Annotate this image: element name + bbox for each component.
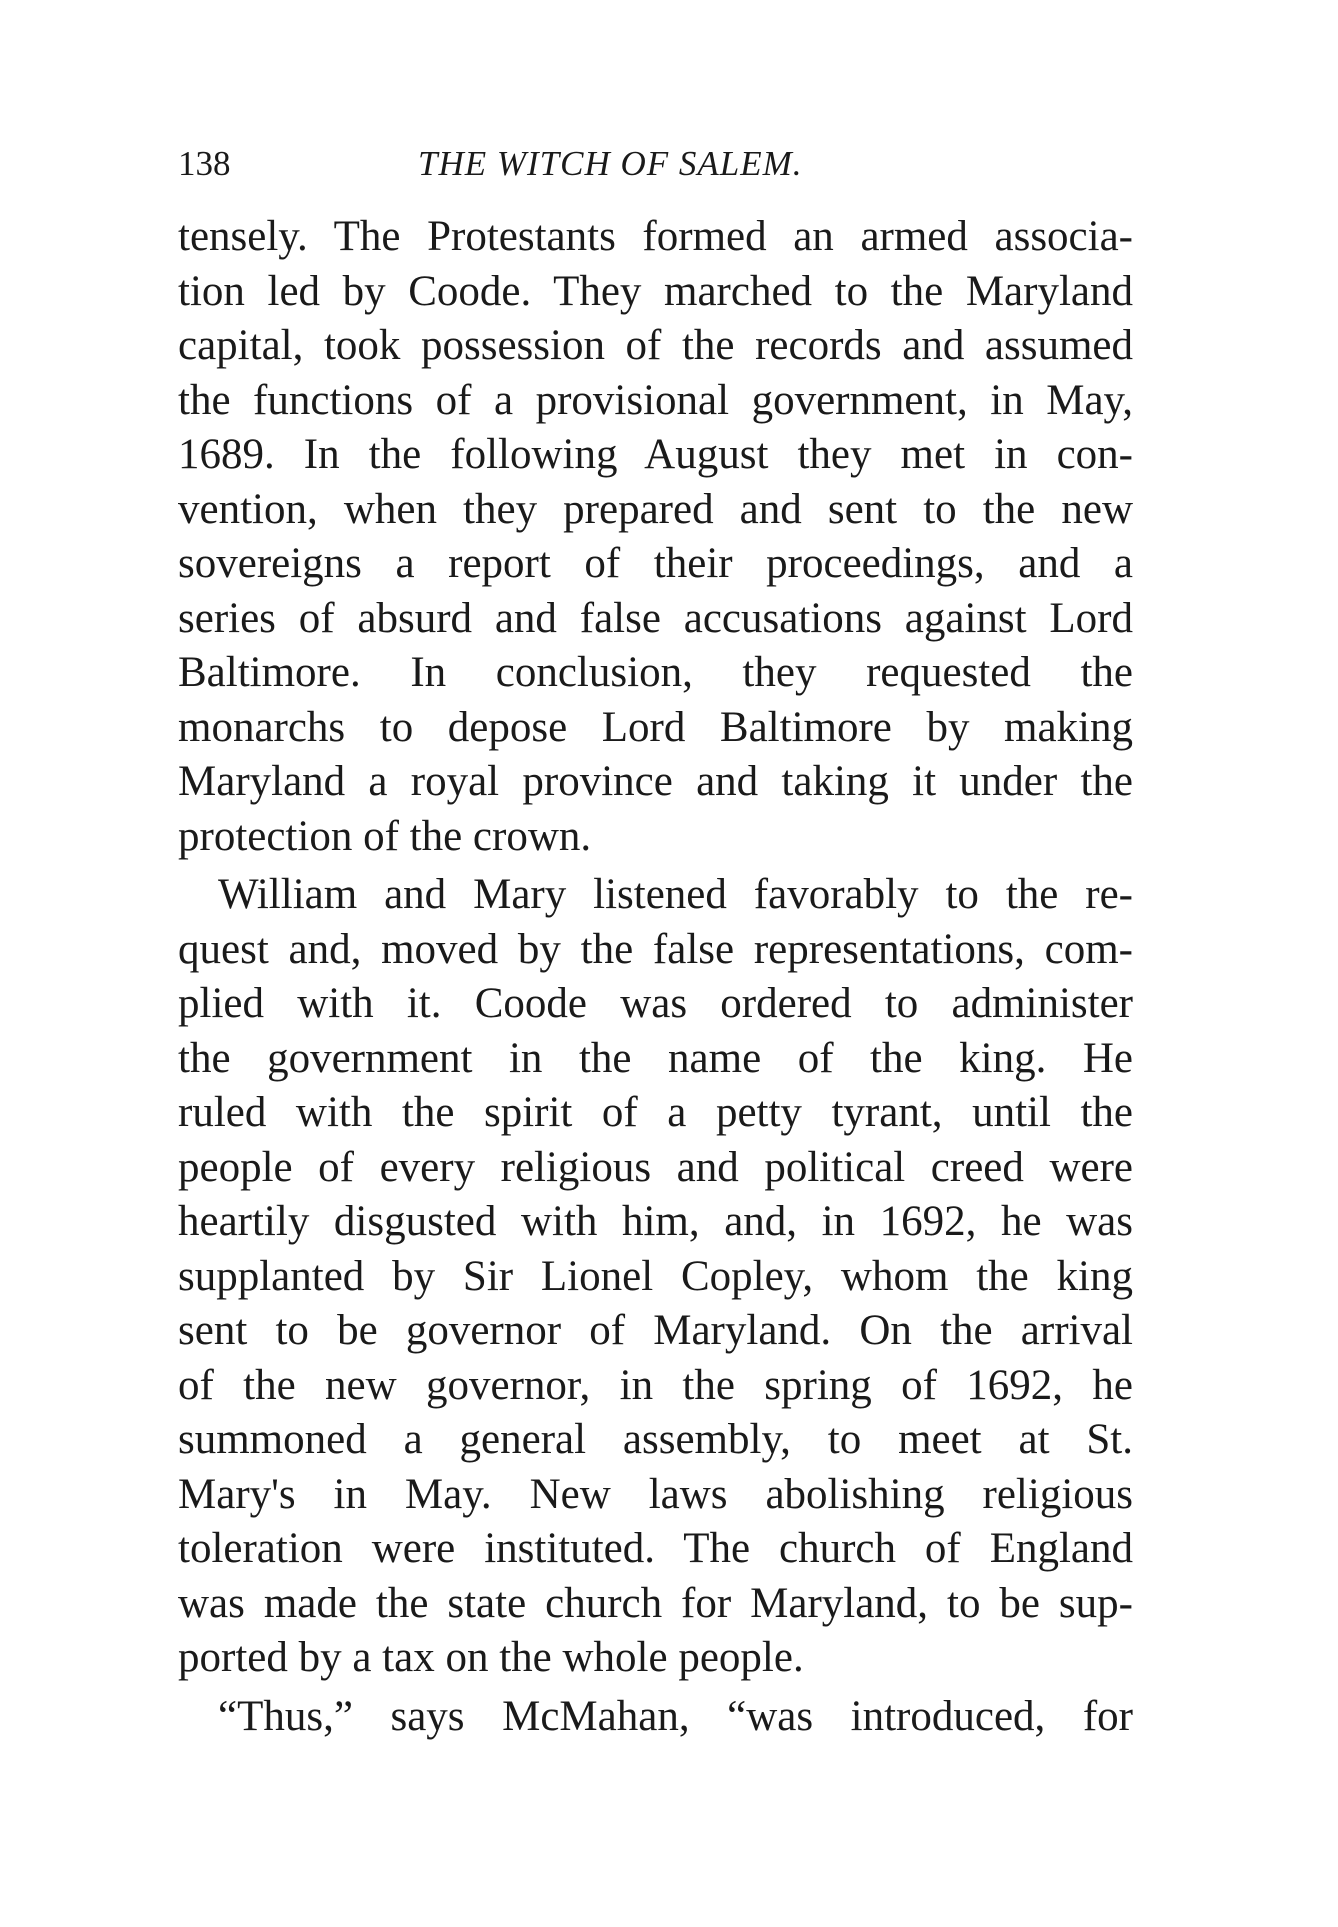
text-line: plied with it. Coode was ordered to administer: [178, 980, 1133, 1027]
text-line: the government in the name of the king. He: [178, 1034, 1133, 1082]
text-line: the functions of a provisional government, in May,: [178, 376, 1133, 424]
text-line: heartily disgusted with him, and, in 1692, he was: [178, 1198, 1133, 1245]
text-line: vention, when they prepared and sent to the new: [178, 485, 1133, 533]
text-line: toleration were instituted. The church of England: [178, 1525, 1133, 1572]
text-line: tensely. The Protestants formed an armed associa-: [178, 213, 1133, 260]
text-line: supplanted by Sir Lionel Copley, whom the king: [178, 1252, 1133, 1300]
body-text: [178, 210, 1133, 1744]
text-line: 1689. In the following August they met in con-: [178, 431, 1133, 478]
running-title: THE WITCH OF SALEM.: [418, 144, 803, 183]
text-line: series of absurd and false accusations against Lord: [178, 594, 1133, 642]
text-line: of the new governor, in the spring of 1692, he: [178, 1361, 1133, 1409]
text-line: capital, took possession of the records and assumed: [178, 322, 1133, 369]
text-line: Mary's in May. New laws abolishing religious: [178, 1470, 1133, 1518]
text-line: ruled with the spirit of a petty tyrant, until the: [178, 1089, 1133, 1136]
text-line: quest and, moved by the false representations, com-: [178, 925, 1133, 973]
text-line: protection of the crown.: [178, 812, 592, 860]
text-line: was made the state church for Maryland, to be sup-: [178, 1579, 1133, 1627]
text-line: people of every religious and political creed were: [178, 1143, 1133, 1191]
text-line: “Thus,” says McMahan, “was introduced, for: [218, 1692, 1133, 1740]
page-header: [178, 136, 1133, 192]
text-line: sovereigns a report of their proceedings, and a: [178, 540, 1133, 587]
text-line: monarchs to depose Lord Baltimore by making: [178, 703, 1133, 751]
text-line: ported by a tax on the whole people.: [178, 1634, 804, 1681]
page-number: 138: [178, 144, 231, 183]
text-line: Maryland a royal province and taking it under the: [178, 758, 1133, 805]
text-line: tion led by Coode. They marched to the Maryland: [178, 267, 1133, 315]
text-line: William and Mary listened favorably to the re-: [218, 871, 1133, 918]
text-line: sent to be governor of Maryland. On the arrival: [178, 1307, 1133, 1354]
text-line: Baltimore. In conclusion, they requested the: [178, 649, 1133, 696]
text-line: summoned a general assembly, to meet at St.: [178, 1416, 1133, 1463]
